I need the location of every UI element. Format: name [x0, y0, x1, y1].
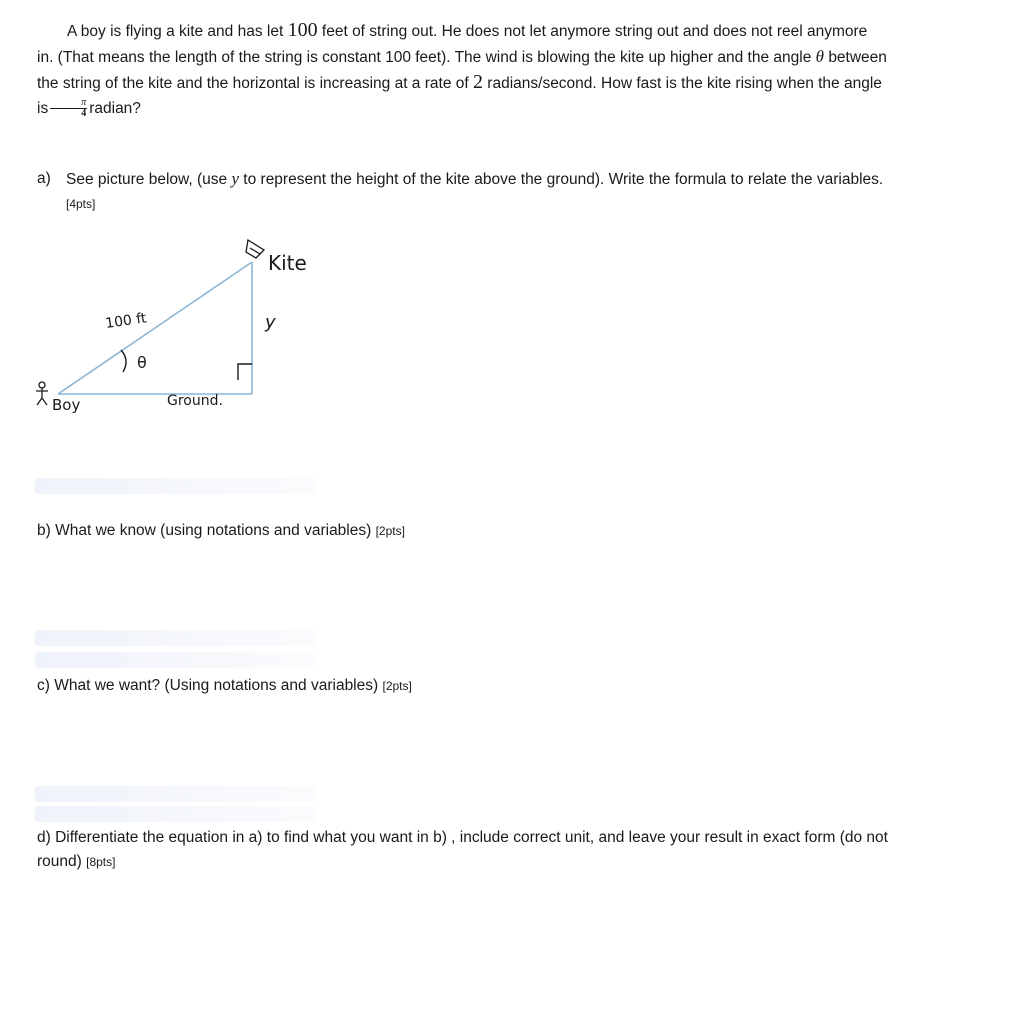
boy-icon	[36, 382, 48, 405]
faint-scan-artifact	[35, 478, 315, 494]
question-a: a) See picture below, (use y to represent the height of the kite above the ground). Write the formula to relate the variables. [4pts]	[37, 169, 884, 211]
angle-arc	[121, 350, 126, 372]
y-variable: y	[231, 169, 239, 188]
faint-scan-artifact	[35, 806, 315, 822]
boy-label: Boy	[52, 396, 81, 414]
pi-over-four-fraction: $\frac{\pi}{4}$	[50, 98, 87, 119]
angle-label: θ	[137, 353, 147, 372]
question-c: c) What we want? (Using notations and variables) [2pts]	[37, 677, 412, 694]
right-angle-mark	[238, 364, 252, 380]
string-length-label: 100 ft	[104, 310, 148, 332]
question-b: b) What we know (using notations and variables) [2pts]	[37, 522, 405, 539]
string-length-value: 100	[287, 19, 318, 41]
faint-scan-artifact	[35, 786, 315, 802]
ground-label: Ground.	[167, 393, 223, 409]
string-line	[58, 262, 252, 394]
rate-value: 2	[472, 71, 483, 93]
height-label: y	[265, 312, 276, 333]
question-c-points: [2pts]	[382, 679, 412, 693]
kite-label: Kite	[268, 251, 307, 275]
question-a-letter: a)	[37, 170, 51, 187]
question-b-points: [2pts]	[375, 524, 405, 538]
question-a-points: [4pts]	[66, 197, 96, 211]
kite-icon	[246, 240, 264, 258]
theta-symbol: θ	[815, 46, 824, 66]
question-d-points: [8pts]	[86, 855, 116, 869]
faint-scan-artifact	[35, 630, 315, 646]
faint-scan-artifact	[35, 652, 315, 668]
problem-statement: A boy is flying a kite and has let 100 feet of string out. He does not let anymore string out and does not reel anymore in. (That means the length of the string is constant 100 feet). The wind is blowing the kite up higher and the angle θ between the string of the kite and the horizontal is increasing at a rate of 2 radians/second. How fast is the kite rising when the angle is $\frac{\pi}{4}$ radian?	[37, 19, 887, 119]
question-d: d) Differentiate the equation in a) to find what you want in b) , include correct unit, and leave your result in exact form (do not round) [8pts]	[37, 829, 888, 870]
